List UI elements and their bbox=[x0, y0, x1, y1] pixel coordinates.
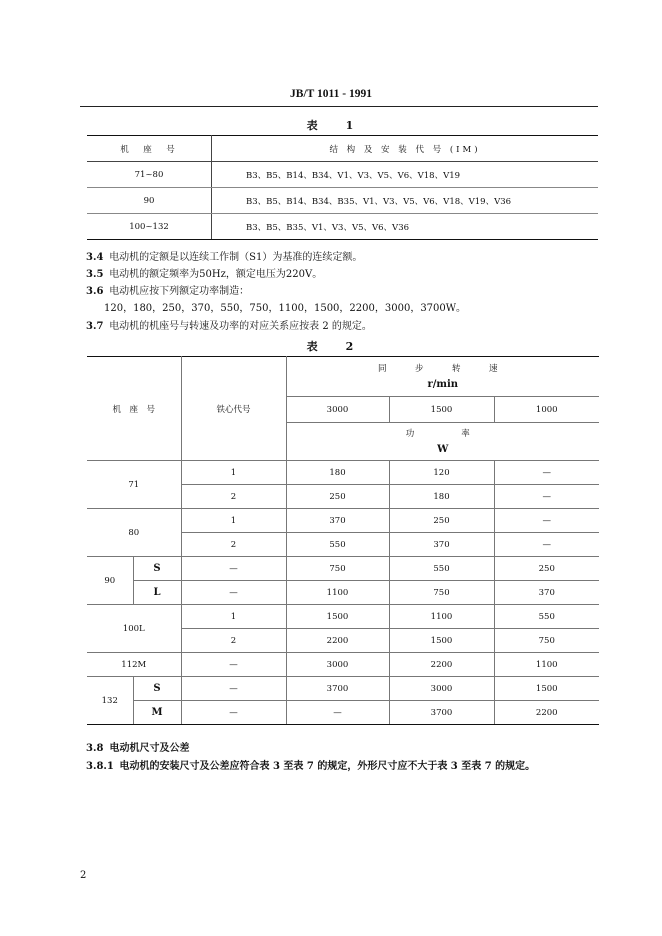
power-cell: 2200 bbox=[389, 653, 494, 677]
power-cell: 750 bbox=[389, 581, 494, 605]
paragraph-power-list bbox=[104, 299, 466, 314]
table1-header-row bbox=[87, 136, 598, 162]
table-row bbox=[87, 162, 598, 188]
core-cell: — bbox=[181, 677, 286, 701]
power-cell: 750 bbox=[286, 557, 389, 581]
core-cell: 2 bbox=[181, 629, 286, 653]
core-cell: — bbox=[181, 653, 286, 677]
sub-cell: M bbox=[133, 701, 181, 725]
frame-cell: 80 bbox=[87, 509, 181, 557]
paragraph-text: 电动机应按下列额定功率制造： bbox=[109, 286, 250, 297]
power-cell: 550 bbox=[286, 533, 389, 557]
table1-cell: 100~132 bbox=[87, 214, 212, 240]
table-row bbox=[87, 581, 599, 605]
frame-cell: 90 bbox=[87, 557, 133, 605]
power-cell: 3700 bbox=[286, 677, 389, 701]
speed-3000: 3000 bbox=[286, 397, 389, 423]
power-cell: 1500 bbox=[286, 605, 389, 629]
power-cell: 250 bbox=[494, 557, 599, 581]
table2-header-power bbox=[286, 423, 599, 461]
power-cell: 180 bbox=[286, 461, 389, 485]
core-cell: — bbox=[181, 701, 286, 725]
power-cell: 2200 bbox=[286, 629, 389, 653]
power-cell: 1500 bbox=[389, 629, 494, 653]
speed-1000: 1000 bbox=[494, 397, 599, 423]
table2 bbox=[87, 356, 599, 725]
frame-cell: 132 bbox=[87, 677, 133, 725]
paragraph-text: 电动机的额定频率为50Hz，额定电压为220V。 bbox=[109, 269, 323, 280]
table2-header-core: 铁心代号 bbox=[181, 357, 286, 461]
document-header: JB/T 1011 - 1991 bbox=[290, 88, 372, 100]
table1-cell: B3、B5、B14、B34、V1、V3、V5、V6、V18、V19 bbox=[212, 162, 599, 188]
paragraph-3-8-1 bbox=[86, 757, 535, 772]
power-cell: 550 bbox=[389, 557, 494, 581]
power-cell: 370 bbox=[389, 533, 494, 557]
power-cell: 2200 bbox=[494, 701, 599, 725]
table-row bbox=[87, 557, 599, 581]
power-cell: 3000 bbox=[389, 677, 494, 701]
paragraph-number: 3.8.1 bbox=[86, 761, 114, 772]
power-cell: — bbox=[494, 533, 599, 557]
paragraph-number: 3.7 bbox=[86, 321, 104, 332]
core-cell: 2 bbox=[181, 485, 286, 509]
core-cell: 1 bbox=[181, 461, 286, 485]
paragraph-text: 电动机的定额是以连续工作制（S1）为基准的连续定额。 bbox=[109, 252, 363, 263]
power-unit: W bbox=[437, 443, 449, 455]
power-cell: — bbox=[286, 701, 389, 725]
section-heading bbox=[86, 739, 189, 754]
table-row bbox=[87, 461, 599, 485]
sub-cell: S bbox=[133, 557, 181, 581]
frame-cell: 71 bbox=[87, 461, 181, 509]
table2-header-frame: 机 座 号 bbox=[87, 357, 181, 461]
power-cell: 1500 bbox=[494, 677, 599, 701]
table1-header-frame: 机 座 号 bbox=[87, 136, 212, 162]
power-cell: 750 bbox=[494, 629, 599, 653]
power-cell: 1100 bbox=[389, 605, 494, 629]
power-cell: 120 bbox=[389, 461, 494, 485]
paragraph-3-5 bbox=[86, 265, 322, 280]
table2-header-speed bbox=[286, 357, 599, 397]
table-row bbox=[87, 509, 599, 533]
paragraph-text: 电动机的安装尺寸及公差应符合表 3 至表 7 的规定，外形尺寸应不大于表 3 至表 7 的规定。 bbox=[119, 761, 536, 772]
power-cell: 3000 bbox=[286, 653, 389, 677]
core-cell: 1 bbox=[181, 605, 286, 629]
power-cell: 550 bbox=[494, 605, 599, 629]
core-cell: — bbox=[181, 557, 286, 581]
table-row bbox=[87, 605, 599, 629]
table1-cell: 90 bbox=[87, 188, 212, 214]
table-row bbox=[87, 188, 598, 214]
header-rule bbox=[80, 106, 598, 107]
table1-caption: 表 1 bbox=[306, 119, 356, 132]
paragraph-3-6 bbox=[86, 282, 249, 297]
power-cell: 250 bbox=[286, 485, 389, 509]
table1-header-codes: 结 构 及 安 装 代 号 (IM) bbox=[212, 136, 599, 162]
power-cell: — bbox=[494, 461, 599, 485]
frame-cell: 100L bbox=[87, 605, 181, 653]
page-number: 2 bbox=[80, 870, 87, 881]
core-cell: 2 bbox=[181, 533, 286, 557]
power-cell: — bbox=[494, 509, 599, 533]
frame-cell: 112M bbox=[87, 653, 181, 677]
paragraph-number: 3.4 bbox=[86, 252, 104, 263]
sub-cell: S bbox=[133, 677, 181, 701]
table1 bbox=[87, 135, 598, 240]
table-row bbox=[87, 214, 598, 240]
power-cell: — bbox=[494, 485, 599, 509]
power-cell: 3700 bbox=[389, 701, 494, 725]
core-cell: — bbox=[181, 581, 286, 605]
core-cell: 1 bbox=[181, 509, 286, 533]
power-cell: 250 bbox=[389, 509, 494, 533]
paragraph-text: 120，180，250，370，550，750，1100，1500，2200，3000，3700W。 bbox=[104, 303, 467, 314]
paragraph-number: 3.5 bbox=[86, 269, 104, 280]
table-row bbox=[87, 653, 599, 677]
paragraph-text: 电动机的机座号与转速及功率的对应关系应按表 2 的规定。 bbox=[109, 321, 372, 332]
paragraph-3-7 bbox=[86, 317, 372, 332]
table-row bbox=[87, 677, 599, 701]
speed-unit: r/min bbox=[427, 378, 459, 390]
power-cell: 370 bbox=[494, 581, 599, 605]
power-label: 功 率 bbox=[405, 428, 480, 439]
power-cell: 180 bbox=[389, 485, 494, 509]
table1-cell: B3、B5、B14、B34、B35、V1、V3、V5、V6、V18、V19、V36 bbox=[212, 188, 599, 214]
power-cell: 1100 bbox=[286, 581, 389, 605]
power-cell: 1100 bbox=[494, 653, 599, 677]
table1-cell: B3、B5、B35、V1、V3、V5、V6、V36 bbox=[212, 214, 599, 240]
power-cell: 370 bbox=[286, 509, 389, 533]
paragraph-3-4 bbox=[86, 248, 362, 263]
speed-label: 同 步 转 速 bbox=[377, 363, 508, 374]
table1-cell: 71~80 bbox=[87, 162, 212, 188]
speed-1500: 1500 bbox=[389, 397, 494, 423]
section-title: 电动机尺寸及公差 bbox=[109, 743, 190, 754]
paragraph-number: 3.6 bbox=[86, 286, 104, 297]
table-row bbox=[87, 701, 599, 725]
section-number: 3.8 bbox=[86, 743, 104, 754]
sub-cell: L bbox=[133, 581, 181, 605]
table2-caption: 表 2 bbox=[306, 340, 356, 353]
